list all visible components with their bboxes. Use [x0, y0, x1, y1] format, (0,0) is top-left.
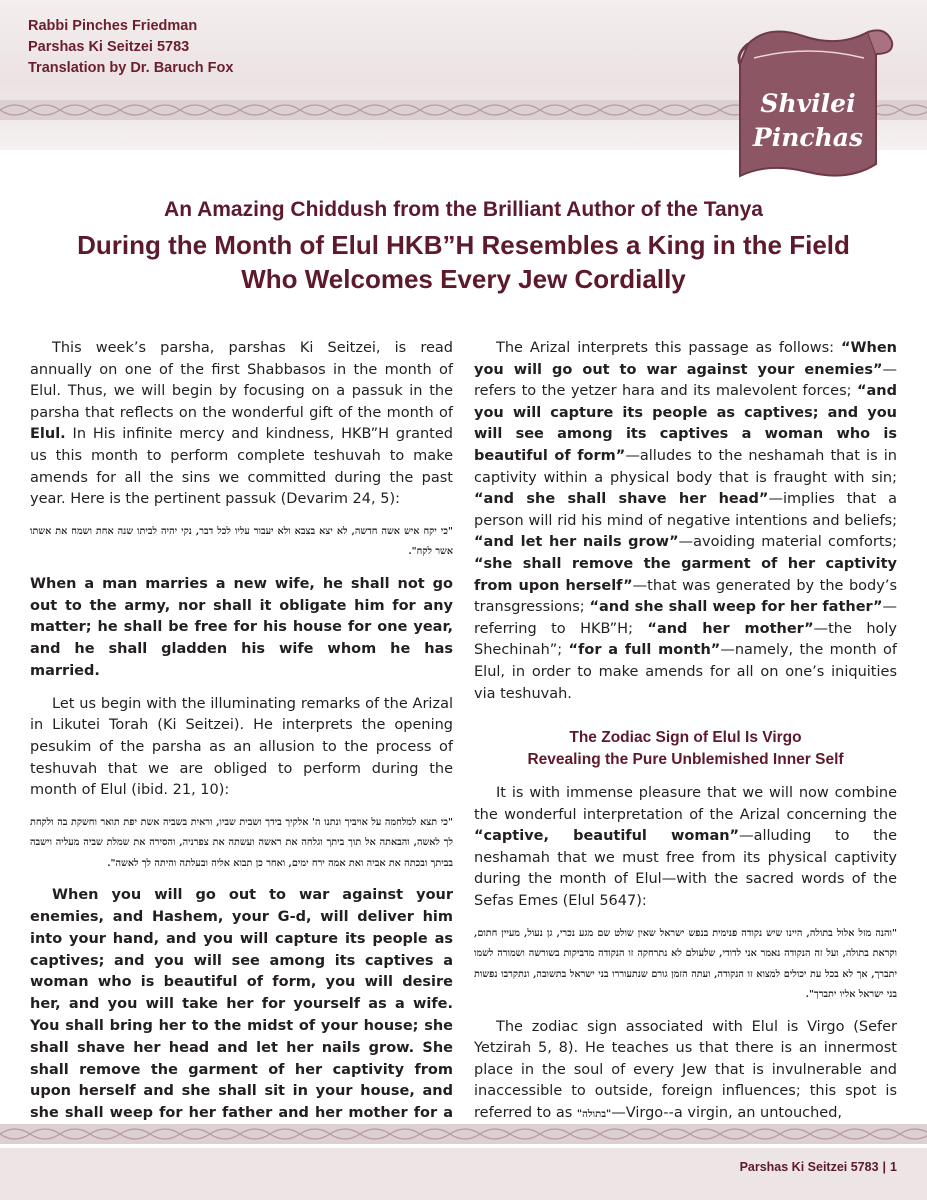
- interp-bold-2: “and you will capture its people as captives; and you will see among its captives a woman who is beautiful of form”: [474, 383, 897, 464]
- page-number: 1: [890, 1160, 897, 1174]
- interp-text-5: —avoiding material comforts;: [678, 534, 897, 551]
- hebrew-passuk-2: "כי תצא למלחמה על אויביך ונתנו ה' אלקיך בידך ושבית שביו, וראית בשביה אשת יפת תואר וחשקת בה ולקחת לך לאשה, והבאתה אל תוך ביתך וגלחה את ראשה ועשתה את צפרניה, והסירה את שמלת שביה מעליה וישבה בביתך ובכתה את אביה ואת אמה ירח ימים, ואחר כן תבוא אליה ובעלתה והיתה לך לאשה".: [30, 816, 453, 869]
- intro-text-rest: In His infinite mercy and kindness, HKB”H granted us this month to perform complete teshuvah to make amends for all the sins we committed during the past year. Here is the pertinent passuk (Devarim 24, 5):: [30, 426, 453, 508]
- sefas-text-rest: —alluding to the neshamah that we must free from its physical captivity during the month of Elul—with the sacred words of the Sefas Emes (Elul 5647):: [474, 828, 897, 910]
- translator-line: Translation by Dr. Baruch Fox: [28, 60, 234, 76]
- zodiac-text-rest: —Virgo--a virgin, an untouched,: [611, 1105, 843, 1122]
- article-title-block: [40, 198, 887, 296]
- article-headline-line2: Who Welcomes Every Jew Cordially: [241, 264, 686, 294]
- intro-text: This week’s parsha, parshas Ki Seitzei, is read annually on one of the first Shabbasos in the month of Elul. Thus, we will begin by focusing on a passuk in the parsha that reflects on the wonderful gift of the month of: [30, 340, 453, 421]
- parsha-line: Parshas Ki Seitzei 5783: [28, 39, 190, 55]
- interp-text-9: —namely, the month of Elul, in order to make amends for all on one’s iniquities via teshuvah.: [474, 642, 897, 702]
- article-kicker: An Amazing Chiddush from the Brilliant Author of the Tanya: [164, 198, 763, 221]
- logo-text-line1: Shvilei: [760, 89, 856, 118]
- hebrew-passuk-1: "כי יקח איש אשה חדשה, לא יצא בצבא ולא יעבור עליו לכל דבר, נקי יהיה לביתו שנה אחת ושמח את אשתו אשר לקח".: [30, 525, 453, 558]
- sefas-text: It is with immense pleasure that we will now combine the wonderful interpretation of the Arizal concerning the: [474, 785, 897, 823]
- interp-text-8: —the holy Shechinah”;: [474, 620, 898, 659]
- intro-bold-elul: Elul.: [30, 426, 66, 443]
- interp-text-2: —refers to the yetzer hara and its malevolent forces;: [474, 361, 897, 400]
- interp-bold-1: “When you will go out to war against your enemies”: [474, 340, 897, 378]
- footer-separator: |: [882, 1160, 887, 1174]
- paragraph-sefas-emes: [474, 783, 897, 913]
- sefas-bold: “captive, beautiful woman”: [474, 828, 740, 845]
- paragraph-zodiac: [474, 1017, 897, 1126]
- header-credits: [28, 16, 233, 79]
- zodiac-text: The zodiac sign associated with Elul is Virgo (Sefer Yetzirah 5, 8). He teaches us that there is an innermost place in the soul of every Jew that is invulnerable and inaccessible to outside, foreign influences; this spot is referred to as: [474, 1018, 897, 1122]
- article-headline-line1: During the Month of Elul HKB”H Resembles a King in the Field: [77, 230, 850, 260]
- section-subheading: [474, 727, 897, 771]
- interp-text-6: —that was generated by the body’s transgressions;: [474, 577, 897, 616]
- shvilei-pinchas-logo: [708, 14, 906, 194]
- interp-bold-7: “and her mother”: [647, 620, 814, 637]
- interp-text-1: The Arizal interprets this passage as follows:: [496, 340, 841, 356]
- paragraph-intro: [30, 338, 453, 511]
- interp-text-7: —referring to HKB”H;: [474, 599, 897, 637]
- interp-bold-3: “and she shall shave her head”: [474, 491, 769, 508]
- footer-parsha: Parshas Ki Seitzei 5783: [739, 1160, 879, 1174]
- footer-band: [0, 1148, 927, 1200]
- interp-bold-5: “she shall remove the garment of her captivity from upon herself”: [474, 555, 897, 594]
- interp-bold-4: “and let her nails grow”: [474, 534, 679, 551]
- translation-quote-1: When a man marries a new wife, he shall not go out to the army, nor shall it obligate him for any matter; he shall be free for his house for one year, and he shall gladden his wife whom he has married.: [30, 575, 453, 679]
- zodiac-hebrew-word: "בתולה": [576, 1109, 612, 1121]
- interp-bold-8: “for a full month”: [568, 642, 721, 659]
- paragraph-arizal-interpretation: [474, 338, 897, 705]
- subheading-line1: The Zodiac Sign of Elul Is Virgo: [569, 729, 802, 747]
- interp-text-3: —alludes to the neshamah that is in captivity within a physical body that is fraught with sin;: [474, 447, 897, 486]
- translation-quote-2: When you will go out to war against your enemies, and Hashem, your G-d, will deliver him into your hand, and you will capture its people as captives; and you will see among its captives a woman who is beautiful of form, you will desire her, and you will take her for yourself as a wife. You shall bring her to the midst of your house; she shall shave her head and let her nails grow. She shall remove the garment of her captivity from upon herself and she shall sit in your house, and she shall weep for her father and her mother for a: [30, 887, 453, 1122]
- footer-page-info: [740, 1160, 897, 1174]
- hebrew-sefas-emes: "והנה מזל אלול בתולה, היינו שיש נקודה פנימית בנפש ישראל שאין שולט שם מגע נכרי, גן נעול, מעיין חתום, וקראת בתולה, ועל זה הנקודה נאמר אני לדודי, שלעולם לא נתרחקה זו הנקודה מדביקות בשורשה ושמורה לשמו יתברך, אך לא בכל עת יכולים למצוא זו הנקודה, ועתה הזמן גורם שנתעוררו בני ישראל בתשובה, ונתקרבו נפשות בני ישראל אליו יתברך".: [474, 927, 897, 1001]
- interp-bold-6: “and she shall weep for her father”: [589, 599, 883, 616]
- interp-text-4: —implies that a person will rid his mind of negative intentions and beliefs;: [474, 491, 897, 529]
- subheading-line2: Revealing the Pure Unblemished Inner Self: [527, 751, 844, 769]
- left-column: [30, 338, 453, 1180]
- right-column: [474, 338, 897, 1137]
- paragraph-arizal: Let us begin with the illuminating remarks of the Arizal in Likutei Torah (Ki Seitzei). He interprets the opening pesukim of the parsha as an allusion to the process of teshuvah that we are obliged to perform during the month of Elul (ibid. 21, 10):: [30, 695, 453, 799]
- author-line: Rabbi Pinches Friedman: [28, 18, 198, 34]
- footer-ornament-strip: [0, 1124, 927, 1144]
- logo-text-line2: Pinchas: [752, 123, 864, 152]
